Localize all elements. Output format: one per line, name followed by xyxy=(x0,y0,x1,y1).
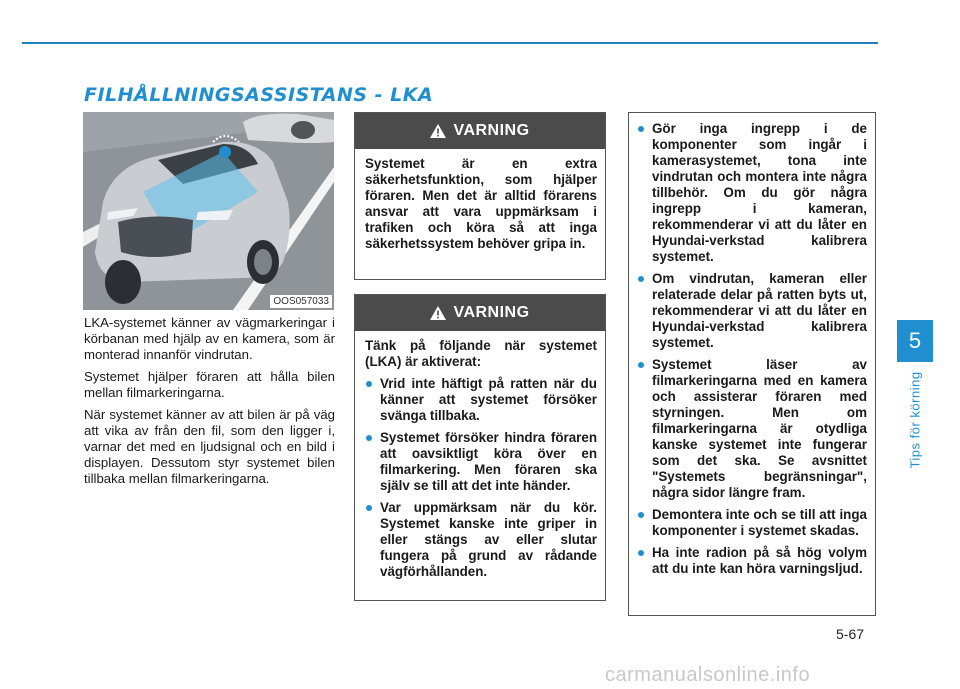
warning-triangle-icon xyxy=(430,306,446,320)
left-paragraph: När systemet känner av att bilen är på väg att vika av från den fil, som den ligger i, varnar det med en ljudsignal och en bild i displayen. Dessutom styr systemet bilen tillbaka mellan filmarkeringarna. xyxy=(84,407,335,486)
warning-bullet-list xyxy=(365,376,597,580)
warning-body xyxy=(355,149,605,266)
lka-illustration xyxy=(83,112,334,310)
left-paragraph: LKA-systemet känner av vägmarkeringar i körbanan med hjälp av en kamera, som är monterad innanför vindrutan. xyxy=(84,315,335,362)
warning-box-1 xyxy=(354,112,606,280)
warning-intro: Tänk på följande när systemet (LKA) är aktiverat: xyxy=(365,338,597,369)
figure-code: OOS057033 xyxy=(270,295,332,308)
warning-box-2 xyxy=(354,294,606,601)
right-bullet: Om vindrutan, kameran eller relaterade delar på ratten byts ut, rekommenderar vi att du låter en Hyundai-verkstad kalibrera systemet. xyxy=(637,271,867,351)
right-bullet: Ha inte radion på så hög volym att du inte kan höra varningsljud. xyxy=(637,545,867,577)
warning-body xyxy=(355,331,605,594)
top-rule xyxy=(22,42,878,44)
chapter-label-text: Tips för körning xyxy=(907,371,923,469)
right-bullet: Systemet läser av filmarkeringarna med en kamera och assisterar föraren med styrningen. Men om filmarkeringarna är otydliga kanske systemet inte fungerar som det ska. Se avsnittet "Systemets begränsningar", några sidor längre fram. xyxy=(637,357,867,501)
right-bullet-box xyxy=(628,112,876,616)
right-bullet-list xyxy=(637,121,867,577)
section-title: FILHÅLLNINGSASSISTANS - LKA xyxy=(84,84,434,106)
footer-watermark: carmanualsonline.info xyxy=(605,664,811,686)
left-column-text xyxy=(84,315,335,493)
warning-header xyxy=(355,295,605,331)
warning-heading: VARNING xyxy=(453,304,530,321)
warning-bullet: Systemet försöker hindra föraren att oavsiktligt köra över en filmarkering. Men föraren ska själv se till att det inte händer. xyxy=(365,430,597,494)
chapter-number-tab: 5 xyxy=(897,320,933,362)
right-bullet: Demontera inte och se till att inga komponenter i systemet skadas. xyxy=(637,507,867,539)
right-bullet: Gör inga ingrepp i de komponenter som ingår i kamerasystemet, tona inte vindrutan och montera inte några tillbehör. Om du gör några ingrepp i kameran, rekommenderar vi att du låter en Hyundai-verkstad kalibrera systemet. xyxy=(637,121,867,265)
warning-triangle-icon xyxy=(430,124,446,138)
warning-text: Systemet är en extra säkerhetsfunktion, som hjälper föraren. Men det är alltid förarens ansvar att vara uppmärksam i trafiken och köra så att inga säkerhetssystem behöver gripa in. xyxy=(365,156,597,251)
left-paragraph: Systemet hjälper föraren att hålla bilen mellan filmarkeringarna. xyxy=(84,369,335,400)
car-camera-illustration xyxy=(83,112,334,310)
warning-header xyxy=(355,113,605,149)
warning-bullet: Var uppmärksam när du kör. Systemet kanske inte griper in eller stängs av eller slutar fungera på grund av rådande vägförhållanden. xyxy=(365,500,597,580)
warning-bullet: Vrid inte häftigt på ratten när du känner att systemet försöker svänga tillbaka. xyxy=(365,376,597,424)
warning-heading: VARNING xyxy=(453,122,530,139)
chapter-label xyxy=(905,365,925,475)
page-number: 5-67 xyxy=(836,626,865,642)
